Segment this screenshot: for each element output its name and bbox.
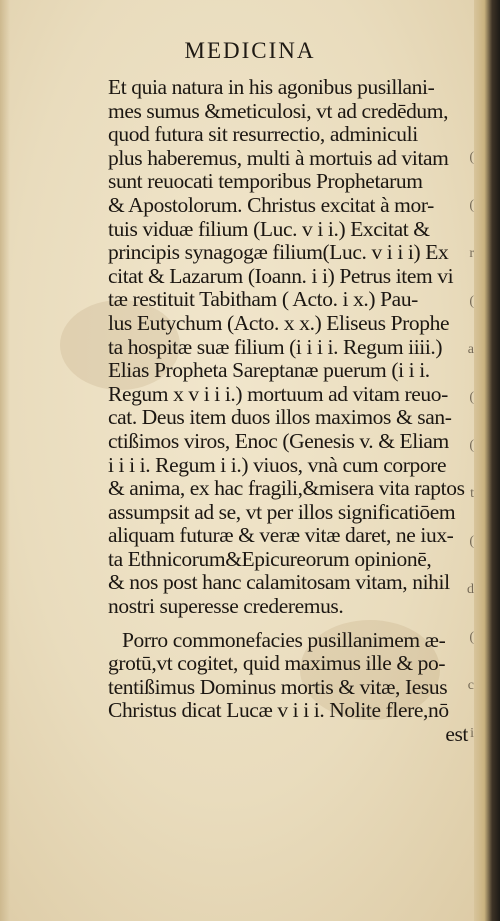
text-line: assumpsit ad se, vt per illos significatiōem — [108, 499, 456, 524]
text-line: tæ restituit Tabitham ( Acto. i x.) Pau- — [108, 287, 418, 312]
text-line: Porro commonefacies pusillanimem æ- — [122, 627, 446, 652]
text-line: tuis viduæ filium (Luc. v i i.) Excitat & — [108, 216, 430, 241]
margin-fragment: t — [470, 486, 474, 501]
text-line: & nos post hanc calamitosam vitam, nihil — [108, 570, 450, 595]
catchword: est — [445, 722, 468, 747]
text-line: ta Ethnicorum&Epicureorum opinionē, — [108, 546, 432, 571]
paragraph-1 — [108, 76, 480, 619]
text-line: & Apostolorum. Christus excitat à mor- — [108, 192, 434, 217]
binding-gutter — [474, 0, 500, 921]
running-head: MEDICINA — [184, 38, 316, 63]
margin-fragment: ( — [469, 630, 474, 645]
facing-page-margin — [460, 0, 474, 921]
margin-fragment: ( — [469, 150, 474, 165]
margin-fragment: r — [469, 246, 474, 261]
text-line: ta hospitæ suæ filium (i i i i. Regum iiii.) — [108, 334, 443, 359]
text-line: grotū,vt cogitet, quid maximus ille & po- — [108, 651, 446, 676]
text-line: aliquam futuræ & veræ vitæ daret, ne iux- — [108, 523, 454, 548]
margin-fragment: ( — [469, 390, 474, 405]
margin-fragment: ( — [469, 534, 474, 549]
text-line: Regum x v i i i.) mortuum ad vitam reuo- — [108, 381, 448, 406]
text-line: i i i i. Regum i i.) viuos, vnà cum corpore — [108, 452, 447, 477]
text-line: tentißimus Dominus mortis & vitæ, Iesus — [108, 674, 448, 699]
text-line: Et quia natura in his agonibus pusillani- — [108, 75, 435, 99]
margin-fragment: ( — [469, 294, 474, 309]
text-line: mes sumus &meticulosi, vt ad credēdum, — [108, 98, 449, 123]
text-line: ctißimos viros, Enoc (Genesis v. & Eliam — [108, 428, 449, 453]
margin-fragment: i — [470, 726, 474, 741]
text-line: plus haberemus, multi à mortuis ad vitam — [108, 145, 449, 170]
text-line: nostri superesse crederemus. — [108, 594, 344, 619]
text-line: principis synagogæ filium(Luc. v i i i) Ex — [108, 240, 449, 265]
text-line: sunt reuocati temporibus Prophetarum — [108, 169, 423, 194]
text-line: Christus dicat Lucæ v i i i. Nolite flere,nō — [108, 698, 449, 723]
paragraph-2 — [108, 629, 480, 723]
text-line: & anima, ex hac fragili,&misera vita raptos — [108, 476, 465, 501]
margin-fragment: c — [467, 678, 474, 693]
body-text — [108, 76, 480, 747]
margin-fragment: ( — [469, 198, 474, 213]
text-line: citat & Lazarum (Ioann. i i) Petrus item vi — [108, 263, 454, 288]
text-line: Elias Propheta Sareptanæ puerum (i i i. — [108, 358, 430, 383]
text-line: cat. Deus item duos illos maximos & san- — [108, 405, 452, 430]
margin-fragment: ( — [469, 438, 474, 453]
margin-fragment: d — [467, 582, 474, 597]
margin-fragment: a — [467, 342, 474, 357]
text-line: lus Eutychum (Acto. x x.) Eliseus Prophe — [108, 310, 450, 335]
text-line: quod futura sit resurrectio, adminiculi — [108, 122, 418, 147]
page-left-edge — [0, 0, 10, 921]
